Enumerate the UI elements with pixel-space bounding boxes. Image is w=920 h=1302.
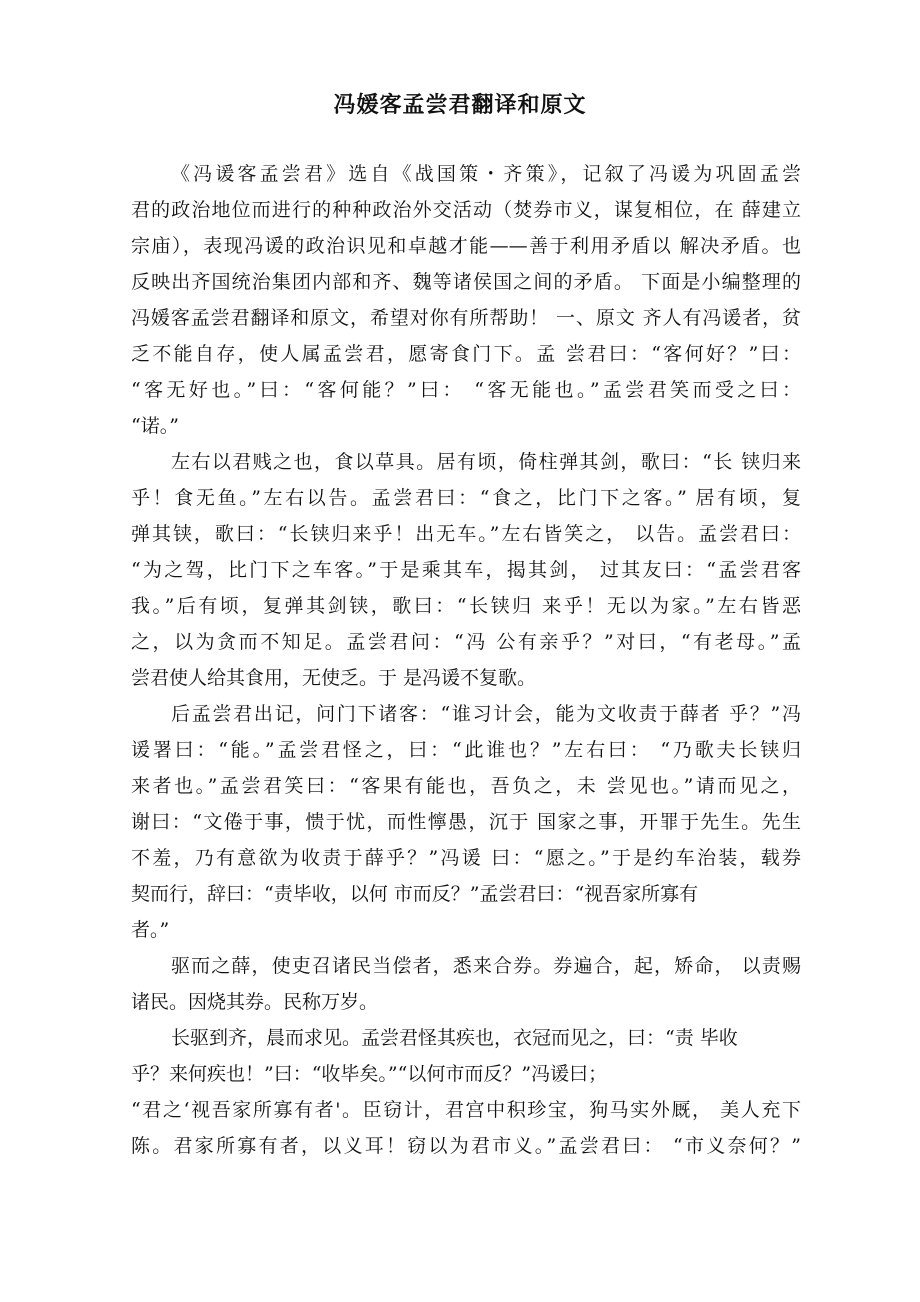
text-line: 之，以为贪而不知足。孟尝君问：“冯 公有亲乎？”对曰，“有老母。”孟 xyxy=(131,631,801,653)
text-line: 长驱到齐，晨而求见。孟尝君怪其疾也，衣冠而见之，曰：“责 毕收 xyxy=(171,1027,738,1049)
paragraph xyxy=(131,948,801,1020)
document-body xyxy=(131,156,801,1164)
text-line: 乏不能自存，使人属孟尝君，愿寄食门下。孟 尝君曰：“客何好？”曰： xyxy=(131,343,801,365)
text-line: 陈。君家所寡有者，以义耳！窃以为君市义。”孟尝君曰： “市义奈何？” xyxy=(131,1135,801,1157)
text-line: 左右以君贱之也，食以草具。居有顷，倚柱弹其剑，歌曰：“长 铗归来 xyxy=(171,451,801,473)
text-line: 君的政治地位而进行的种种政治外交活动（焚券市义，谋复相位，在 薛建立 xyxy=(131,199,801,221)
text-line: 来者也。”孟尝君笑曰：“客果有能也，吾负之，未 尝见也。”请而见之， xyxy=(131,775,801,797)
text-line: 宗庙），表现冯谖的政治识见和卓越才能——善于利用矛盾以 解决矛盾。也 xyxy=(131,235,801,257)
text-line: 不羞，乃有意欲为收责于薛乎？”冯谖 曰：“愿之。”于是约车治装，载券 xyxy=(131,847,801,869)
text-line: 者。” xyxy=(131,919,170,941)
document-title: 冯媛客孟尝君翻译和原文 xyxy=(333,92,587,118)
text-line: 乎！食无鱼。”左右以告。孟尝君曰：“食之，比门下之客。” 居有顷，复 xyxy=(131,487,801,509)
text-line: 后孟尝君出记，问门下诸客：“谁习计会，能为文收责于薛者 乎？”冯 xyxy=(171,703,801,725)
text-line: 尝君使人给其食用，无使乏。于 是冯谖不复歌。 xyxy=(131,667,537,689)
text-line: 弹其铗，歌曰：“长铗归来乎！出无车。”左右皆笑之， 以告。孟尝君曰： xyxy=(131,523,801,545)
paragraph xyxy=(131,1020,801,1164)
text-line: 反映出齐国统治集团内部和齐、魏等诸侯国之间的矛盾。 下面是小编整理的 xyxy=(131,271,801,293)
text-line: “为之驾，比门下之车客。”于是乘其车，揭其剑， 过其友曰：“孟尝君客 xyxy=(131,559,801,581)
text-line: “诺。” xyxy=(131,415,179,437)
text-line: “客无好也。”曰：“客何能？”曰： “客无能也。”孟尝君笑而受之曰： xyxy=(131,379,801,401)
text-line: 契而行，辞曰：“责毕收，以何 市而反？”孟尝君曰：“视吾家所寡有 xyxy=(131,883,699,905)
paragraph xyxy=(131,156,801,444)
text-line: 谖署曰：“能。”孟尝君怪之，曰：“此谁也？”左右曰： “乃歌夫长铗归 xyxy=(131,739,801,761)
paragraph xyxy=(131,696,801,948)
text-line: 乎？来何疾也！”曰：“收毕矣。”“以何市而反？”冯谖曰； xyxy=(131,1063,608,1085)
text-line: 诸民。因烧其券。民称万岁。 xyxy=(131,991,379,1013)
text-line: 谢曰：“文倦于事，愦于忧，而性懧愚，沉于 国家之事，开罪于先生。先生 xyxy=(131,811,801,833)
text-line: “君之‘视吾家所寡有者'。臣窃计，君宫中积珍宝，狗马实外厩， 美人充下 xyxy=(131,1099,801,1121)
text-line: 《冯谖客孟尝君》选自《战国策・齐策》，记叙了冯谖为巩固孟尝 xyxy=(171,163,801,185)
text-line: 冯媛客孟尝君翻译和原文，希望对你有所帮助！ 一、原文 齐人有冯谖者，贫 xyxy=(131,307,801,329)
paragraph xyxy=(131,444,801,696)
text-line: 我。”后有顷，复弹其剑铗，歌曰：“长铗归 来乎！无以为家。”左右皆恶 xyxy=(131,595,801,617)
text-line: 驱而之薛，使吏召诸民当偿者，悉来合券。券遍合，起，矫命， 以责赐 xyxy=(171,955,801,977)
